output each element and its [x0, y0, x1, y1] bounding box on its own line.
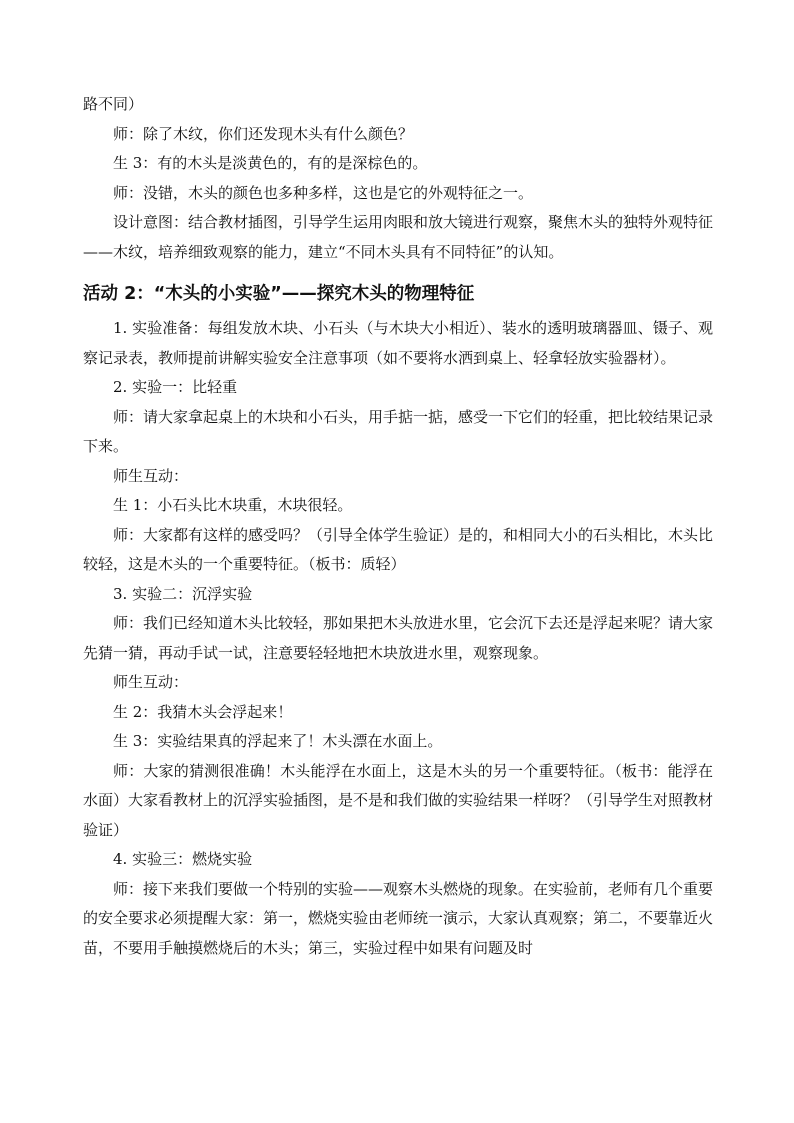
paragraph-interaction-label: 师生互动： — [113, 673, 189, 691]
paragraph-experiment-2-title: 3. 实验二：沉浮实验 — [113, 584, 253, 603]
paragraph-continuation: 路不同） — [83, 95, 144, 113]
paragraph-student-answer: 生 3：实验结果真的浮起来了！木头漂在水面上。 — [113, 732, 443, 750]
paragraph-teacher-summary: 师：没错，木头的颜色也多种多样，这也是它的外观特征之一。 — [113, 183, 534, 202]
paragraph-student-answer: 生 1：小石头比木块重，木块很轻。 — [113, 496, 353, 514]
paragraph-interaction-label: 师生互动： — [113, 466, 189, 485]
paragraph-experiment-1-title: 2. 实验一：比轻重 — [113, 378, 238, 396]
paragraph-student-answer: 生 2：我猜木头会浮起来！ — [113, 702, 293, 721]
section-heading: 活动 2：“木头的小实验”——探究木头的物理特征 — [83, 284, 475, 304]
paragraph-teacher-instruction: 师：请大家拿起桌上的木块和小石头，用手掂一掂，感受一下它们的轻重，把比较结果记录下来。 — [83, 407, 714, 455]
paragraph-experiment-prep: 1. 实验准备：每组发放木块、小石头（与木块大小相近）、装水的透明玻璃器皿、镊子、观察记录表，教师提前讲解实验安全注意事项（如不要将水洒到桌上、轻拿轻放实验器材）。 — [83, 319, 713, 367]
paragraph-teacher-instruction: 师：我们已经知道木头比较轻，那如果把木头放进水里，它会沉下去还是浮起来呢？请大家先猜一猜，再动手试一试，注意要轻轻地把木块放进水里，观察现象。 — [83, 614, 714, 662]
paragraph-teacher-summary: 师：大家都有这样的感受吗？（引导全体学生验证）是的，和相同大小的石头相比，木头比较轻，这是木头的一个重要特征。（板书：质轻） — [83, 525, 714, 573]
paragraph-safety-instruction: 师：接下来我们要做一个特别的实验——观察木头燃烧的现象。在实验前，老师有几个重要的安全要求必须提醒大家：第一，燃烧实验由老师统一演示，大家认真观察；第二，不要靠近火苗，不要用手触摸燃烧后的木头；第三，实验过程中如果有问题及时 — [83, 879, 714, 957]
paragraph-experiment-3-title: 4. 实验三：燃烧实验 — [113, 850, 253, 868]
paragraph-student-answer: 生 3：有的木头是淡黄色的，有的是深棕色的。 — [113, 154, 428, 172]
paragraph-teacher-summary: 师：大家的猜测很准确！木头能浮在水面上，这是木头的另一个重要特征。（板书：能浮在水面）大家看教材上的沉浮实验插图，是不是和我们做的实验结果一样呀？（引导学生对照教材验证） — [83, 761, 714, 839]
document-body — [83, 90, 713, 963]
paragraph-teacher-question: 师：除了木纹，你们还发现木头有什么颜色？ — [113, 124, 414, 143]
paragraph-design-intent: 设计意图：结合教材插图，引导学生运用肉眼和放大镜进行观察，聚焦木头的独特外观特征——木纹，培养细致观察的能力，建立“不同木头具有不同特征”的认知。 — [83, 213, 714, 261]
